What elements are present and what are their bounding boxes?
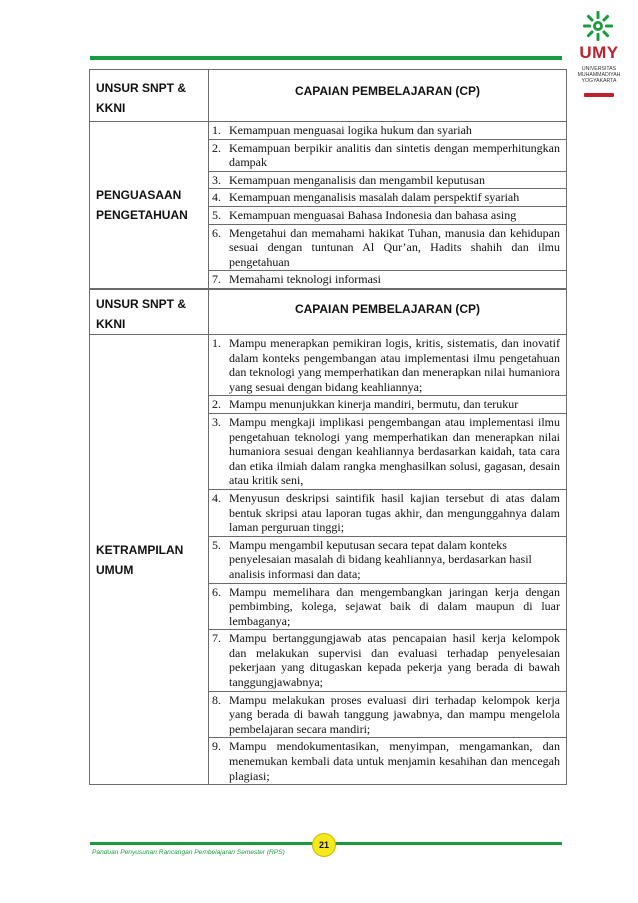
table2-header-left: UNSUR SNPT & KKNI [90, 290, 209, 335]
item-text: Mampu menerapkan pemikiran logis, kritis, sistematis, dan inovatif dalam konteks pengembangan atau implementasi ilmu pengetahuan dan teknologi yang memperhatikan dan menerapkan nilai humaniora yang sesuai dengan bidang keahliannya; [229, 336, 560, 394]
table2-item [209, 489, 567, 536]
item-text: Mampu mengambil keputusan secara tepat dalam konteks penyelesaian masalah di bidang keahliannya, berdasarkan hasil analisis informasi dan data; [229, 537, 532, 581]
logo-tag-bar [584, 93, 614, 97]
cp-table-skills [89, 289, 567, 785]
table1-header-left: UNSUR SNPT & KKNI [90, 70, 209, 122]
item-number: 3. [212, 414, 221, 429]
item-text: Kemampuan menguasai Bahasa Indonesia dan bahasa asing [229, 207, 517, 222]
table1-item [209, 189, 567, 207]
item-number: 4. [212, 490, 221, 505]
item-text: Menyusun deskripsi saintifik hasil kajian tersebut di atas dalam bentuk skripsi atau laporan tugas akhir, dan mengunggahnya dalam laman perguruan tinggi; [229, 490, 560, 535]
item-text: Kemampuan berpikir analitis dan sintetis dengan memperhitungkan dampak [229, 140, 560, 170]
item-text: Kemampuan menganalisis dan mengambil keputusan [229, 172, 485, 187]
table1-item [209, 206, 567, 224]
cp-table-knowledge [89, 69, 567, 289]
table1-item [209, 224, 567, 271]
item-text: Kemampuan menguasai logika hukum dan syariah [229, 123, 472, 137]
item-text: Mampu menunjukkan kinerja mandiri, bermutu, dan terukur [229, 397, 519, 412]
table1-category: PENGUASAAN PENGETAHUAN [90, 122, 209, 289]
table2-header-right: CAPAIAN PEMBELAJARAN (CP) [209, 290, 567, 335]
item-number: 5. [212, 537, 221, 552]
item-number: 9. [212, 739, 221, 754]
table1-item [209, 171, 567, 189]
table1-item [209, 271, 567, 289]
table1-header-right: CAPAIAN PEMBELAJARAN (CP) [209, 70, 567, 122]
item-number: 2. [212, 397, 221, 412]
item-number: 1. [212, 123, 221, 137]
logo-line-3: YOGYAKARTA [581, 78, 617, 84]
logo-line-2: MUHAMMADIYAH [577, 72, 621, 78]
table2-item [209, 630, 567, 691]
table2-item [209, 413, 567, 489]
table1-item [209, 122, 567, 140]
item-number: 8. [212, 692, 221, 707]
item-number: 3. [212, 172, 221, 187]
item-text: Mampu bertanggungjawab atas pencapaian hasil kerja kelompok dan melakukan supervisi dan evaluasi terhadap penyelesaian pekerjaan yang ditugaskan kepada pekerja yang berada di bawah tanggungjawabnya; [229, 631, 560, 690]
footer-title: Panduan Penyusunan Rancangan Pembelajaran Semester (RPS) [92, 849, 285, 856]
table2-item [209, 335, 567, 396]
item-text: Mampu mengkaji implikasi pengembangan atau implementasi ilmu pengetahuan teknologi yang memperhatikan dan menerapkan nilai humaniora sesuai dengan keahliannya berdasarkan kaidah, tata cara dan etika ilmiah dalam rangka menghasilkan solusi, gagasan, desain atau kritik seni, [229, 414, 560, 488]
table2-item [209, 396, 567, 414]
umy-logo [566, 10, 632, 94]
item-number: 7. [212, 272, 221, 287]
item-number: 5. [212, 207, 221, 222]
item-number: 4. [212, 190, 221, 205]
item-number: 6. [212, 225, 221, 240]
item-number: 1. [212, 336, 221, 350]
table2-item [209, 536, 567, 583]
page-number: 21 [312, 833, 336, 857]
university-emblem-icon [582, 10, 614, 42]
logo-brand: UMY [579, 43, 619, 62]
item-number: 7. [212, 631, 221, 646]
table2-item [209, 738, 567, 785]
item-text: Mampu mendokumentasikan, menyimpan, mengamankan, dan menemukan kembali data untuk menjamin kesahihan dan mencegah plagiasi; [229, 739, 560, 783]
logo-line-1: UNIVERSITAS [581, 66, 617, 72]
item-text: Mampu melakukan proses evaluasi diri terhadap kelompok kerja yang berada di bawah tanggung jawabnya, dan mampu mengelola pembelajaran secara mandiri; [229, 692, 560, 736]
table2-item [209, 691, 567, 738]
item-text: Kemampuan menganalisis masalah dalam perspektif syariah [229, 190, 520, 205]
item-text: Mampu memelihara dan mengembangkan jaringan kerja dengan pembimbing, kolega, sejawat baik di dalam maupun di luar lembaganya; [229, 584, 560, 628]
item-text: Memahami teknologi informasi [229, 272, 381, 287]
table1-item [209, 139, 567, 171]
item-number: 2. [212, 140, 221, 155]
table2-item [209, 583, 567, 630]
table2-category: KETRAMPILAN UMUM [90, 335, 209, 785]
header-rule [90, 56, 562, 60]
item-text: Mengetahui dan memahami hakikat Tuhan, manusia dan kehidupan sesuai dengan tuntunan Al Qur’an, Hadits shahih dan ilmu pengetahuan [229, 225, 560, 269]
item-number: 6. [212, 584, 221, 599]
